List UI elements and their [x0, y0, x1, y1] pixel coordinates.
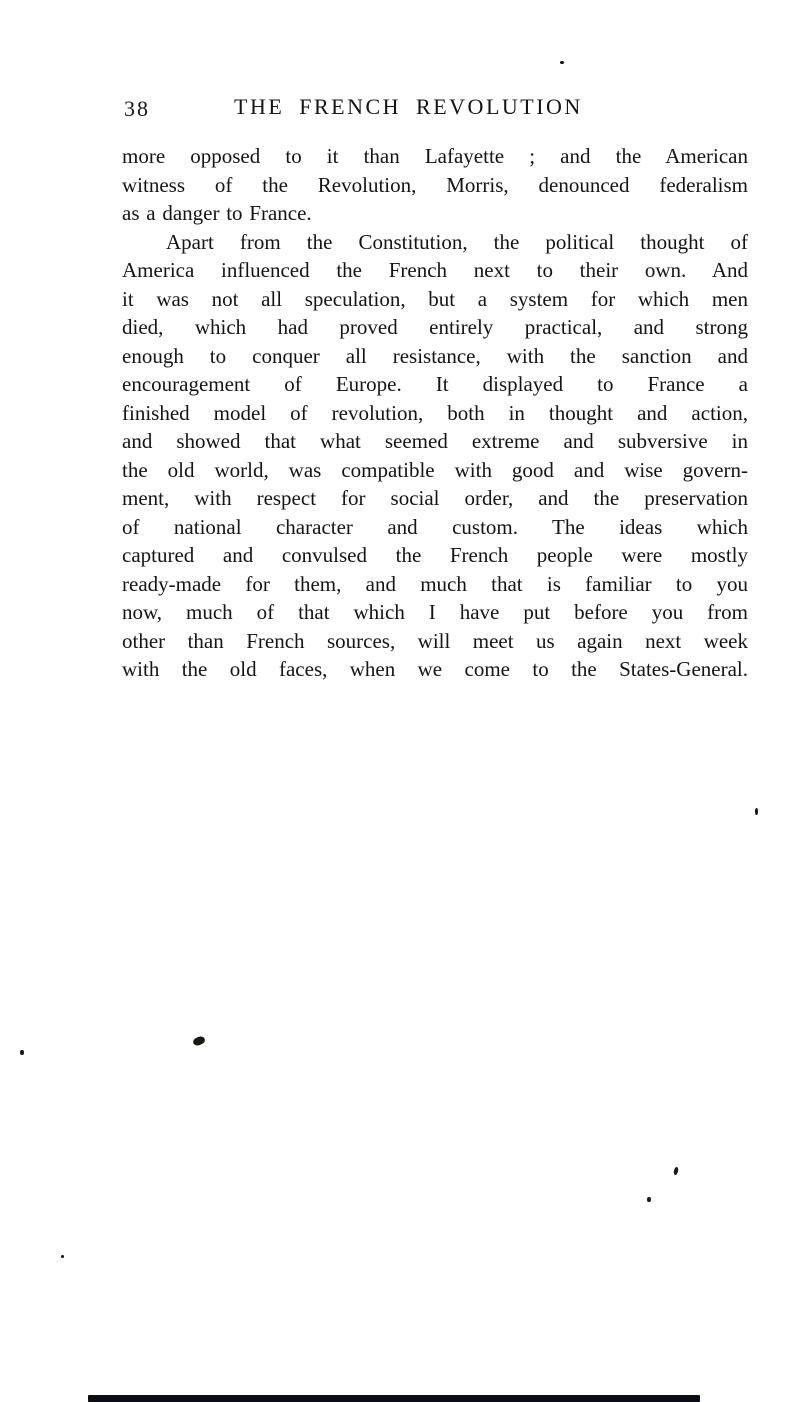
text-line: died, which had proved entirely practical, and strong	[122, 315, 748, 339]
text-line: and showed that what seemed extreme and subversive in	[122, 429, 748, 453]
ink-speck	[20, 1050, 24, 1055]
page-header	[0, 0, 800, 130]
body-text	[122, 142, 748, 684]
text-line: ready-made for them, and much that is familiar to you	[122, 571, 748, 596]
ink-speck	[673, 1167, 679, 1176]
text-line: enough to conquer all resistance, with the sanction and	[122, 343, 748, 368]
text-line: of national character and custom. The ideas which	[122, 514, 748, 539]
text-line: more opposed to it than Lafayette ; and the American	[122, 144, 748, 168]
text-line: Apart from the Constitution, the political thought of	[166, 229, 748, 254]
scan-edge-artifact	[88, 1395, 700, 1402]
text-line: ment, with respect for social order, and the preservation	[122, 486, 748, 510]
paragraph	[122, 142, 748, 228]
text-line: encouragement of Europe. It displayed to France a	[122, 372, 748, 396]
text-line: now, much of that which I have put before you from	[122, 600, 748, 624]
page-number: 38	[124, 96, 150, 121]
text-line: finished model of revolution, both in thought and action,	[122, 400, 748, 425]
text-line: the old world, was compatible with good and wise govern-	[122, 457, 748, 482]
running-title: THE FRENCH REVOLUTION	[234, 94, 583, 119]
paragraph	[122, 228, 748, 684]
ink-speck	[647, 1197, 651, 1202]
ink-speck	[61, 1255, 64, 1258]
text-line: with the old faces, when we come to the States-General.	[122, 657, 748, 681]
text-line: America influenced the French next to their own. And	[122, 258, 748, 282]
text-line: it was not all speculation, but a system for which men	[122, 286, 748, 311]
text-line: witness of the Revolution, Morris, denounced federalism	[122, 172, 748, 197]
ink-speck	[755, 808, 758, 815]
text-line: captured and convulsed the French people were mostly	[122, 543, 748, 567]
text-line: other than French sources, will meet us again next week	[122, 628, 748, 653]
ink-speck	[192, 1035, 206, 1047]
text-line: as a danger to France.	[122, 201, 312, 225]
